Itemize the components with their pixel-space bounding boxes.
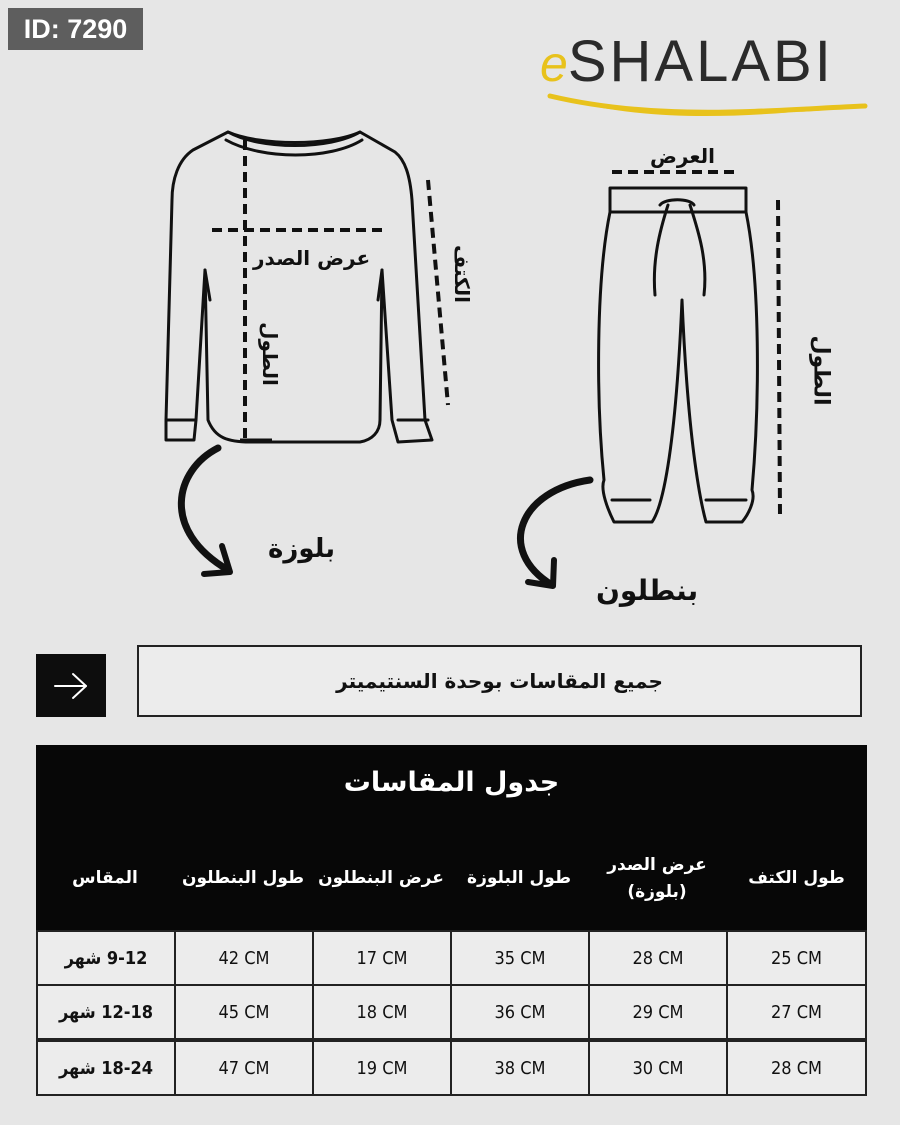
cell-blouse-length: 36 CM	[450, 984, 590, 1040]
cell-pants-length: 45 CM	[174, 984, 314, 1040]
table-header	[36, 745, 867, 930]
units-note	[137, 645, 862, 717]
arrow-right-glyph	[53, 672, 89, 700]
arrow-right-icon	[36, 654, 106, 717]
units-note-text: جميع المقاسات بوحدة السنتيميتر	[336, 669, 663, 693]
col-pants-length: طول البنطلون	[181, 868, 305, 889]
pants-length-label: الطول	[808, 335, 834, 406]
cell-shoulder: 27 CM	[726, 984, 867, 1040]
col-blouse-length: طول البلوزة	[467, 868, 571, 889]
blouse-length-label: الطول	[257, 322, 282, 386]
cell-pants-length: 47 CM	[174, 1040, 314, 1096]
col-size: المقاس	[72, 868, 138, 889]
col-shoulder: طول الكتف	[748, 868, 845, 889]
col-pants-width: عرض البنطلون	[318, 868, 444, 889]
table-row	[36, 1040, 867, 1096]
pants-name: بنطلون	[596, 574, 699, 607]
cell-chest: 29 CM	[588, 984, 728, 1040]
cell-pants-width: 19 CM	[312, 1040, 452, 1096]
table-title: جدول المقاسات	[343, 767, 560, 798]
shoulder-label: الكتف	[449, 245, 474, 303]
cell-size: 12-18 شهر	[36, 984, 176, 1040]
size-table	[36, 745, 867, 1099]
cell-blouse-length: 35 CM	[450, 930, 590, 986]
table-row	[36, 930, 867, 986]
cell-pants-width: 17 CM	[312, 930, 452, 986]
table-row	[36, 984, 867, 1040]
cell-chest: 30 CM	[588, 1040, 728, 1096]
cell-blouse-length: 38 CM	[450, 1040, 590, 1096]
cell-size: 18-24 شهر	[36, 1040, 176, 1096]
logo-prefix: e	[540, 36, 568, 92]
logo-name: SHALABI	[567, 29, 834, 94]
pants-width-label: العرض	[650, 144, 715, 168]
cell-pants-width: 18 CM	[312, 984, 452, 1040]
col-chest	[588, 849, 726, 909]
blouse-name: بلوزة	[268, 534, 335, 564]
cell-pants-length: 42 CM	[174, 930, 314, 986]
col-chest-text: عرض الصدر (بلوزة)	[607, 854, 707, 902]
cell-chest: 28 CM	[588, 930, 728, 986]
cell-size: 9-12 شهر	[36, 930, 176, 986]
cell-shoulder: 28 CM	[726, 1040, 867, 1096]
pants-outline	[599, 188, 758, 522]
blouse-outline	[166, 132, 432, 442]
id-badge: ID: 7290	[8, 8, 143, 50]
cell-shoulder: 25 CM	[726, 930, 867, 986]
chest-label: عرض الصدر	[253, 246, 371, 270]
